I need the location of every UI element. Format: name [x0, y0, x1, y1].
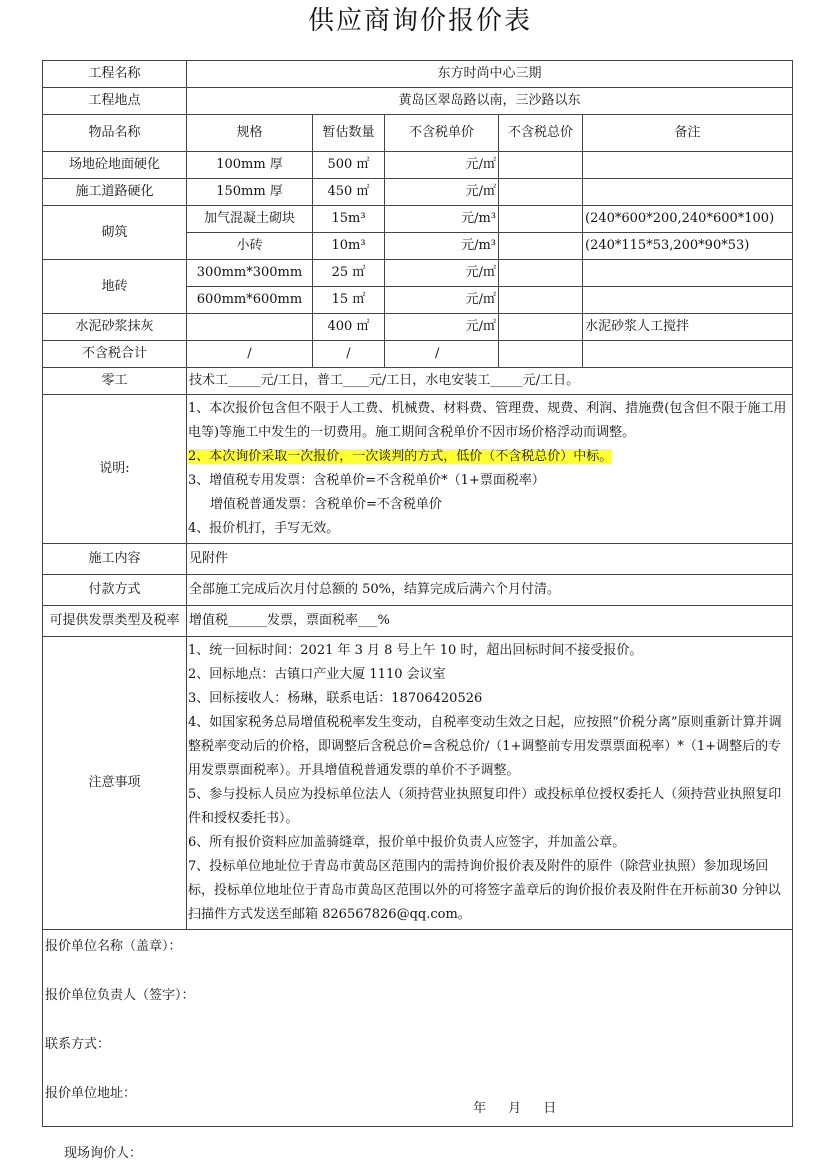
row-total-price[interactable] — [499, 287, 583, 314]
subtotal-slash: / — [187, 341, 313, 368]
date-field[interactable]: 年 月 日 — [473, 1101, 557, 1116]
subtotal-slash: / — [385, 341, 499, 368]
header-item: 物品名称 — [43, 115, 187, 152]
explanation-line-highlight: 2、本次询价采取一次报价，一次谈判的方式，低价（不含税总价）中标。 — [188, 449, 613, 464]
header-spec: 规格 — [187, 115, 313, 152]
row-total-price[interactable] — [499, 260, 583, 287]
row-item: 水泥砂浆抹灰 — [43, 314, 187, 341]
row-total-price[interactable] — [499, 206, 583, 233]
header-row — [43, 115, 793, 152]
row-qty: 400 ㎡ — [313, 314, 385, 341]
row-unit-price[interactable]: 元/㎡ — [385, 179, 499, 206]
explanation-row — [43, 395, 793, 544]
row-unit-price[interactable]: 元/㎡ — [385, 287, 499, 314]
table-row — [43, 152, 793, 179]
row-remark: (240*115*53,200*90*53) — [583, 233, 793, 260]
header-qty: 暂估数量 — [313, 115, 385, 152]
row-qty: 15m³ — [313, 206, 385, 233]
row-remark: 水泥砂浆人工搅拌 — [583, 314, 793, 341]
notes-line: 5、参与投标人员应为投标单位法人（须持营业执照复印件）或投标单位授权委托人（须持营业执照复印件和授权委托书）。 — [188, 787, 782, 826]
row-remark: (240*600*200,240*600*100) — [583, 206, 793, 233]
notes-line: 4、如国家税务总局增值税税率发生变动，自税率变动生效之日起，应按照“价税分离”原则重新计算并调整税率变动后的价格，即调整后含税总价=含税总价/（1+调整前专用发票票面税率）*（1+调整后的专用发票票面税率）。开具增值税普通发票的单价不予调整。 — [188, 715, 782, 778]
quotation-table — [42, 60, 793, 1127]
explanation-label: 说明: — [43, 395, 187, 544]
row-unit-price[interactable]: 元/m³ — [385, 206, 499, 233]
page-title: 供应商询价报价表 — [307, 6, 532, 36]
person-in-charge-field[interactable]: 报价单位负责人（签字）： — [45, 988, 195, 1003]
row-spec: 150mm 厚 — [187, 179, 313, 206]
row-total-price[interactable] — [499, 179, 583, 206]
row-remark — [583, 260, 793, 287]
subtotal-row — [43, 341, 793, 368]
row-qty: 25 ㎡ — [313, 260, 385, 287]
subtotal-remark — [583, 341, 793, 368]
row-total-price[interactable] — [499, 314, 583, 341]
address-field[interactable]: 报价单位地址： — [45, 1086, 137, 1101]
notes-line: 2、回标地点：古镇口产业大厦 1110 会议室 — [188, 667, 446, 682]
payment-label: 付款方式 — [43, 575, 187, 606]
row-remark — [583, 152, 793, 179]
row-spec: 100mm 厚 — [187, 152, 313, 179]
explanation-content — [187, 395, 793, 544]
explanation-line: 增值税普通发票：含税单价=不含税单价 — [210, 497, 442, 512]
subtotal-slash: / — [313, 341, 385, 368]
labor-value[interactable]: 技术工_____元/工日，普工____元/工日，水电安装工_____元/工日。 — [187, 368, 793, 395]
row-qty: 15 ㎡ — [313, 287, 385, 314]
signature-block — [43, 930, 793, 1127]
row-spec: 加气混凝土砌块 — [187, 206, 313, 233]
row-unit-price[interactable]: 元/㎡ — [385, 260, 499, 287]
table-row — [43, 179, 793, 206]
row-item: 场地砼地面硬化 — [43, 152, 187, 179]
notes-line: 1、统一回标时间：2021 年 3 月 8 号上午 10 时，超出回标时间不接受报价。 — [188, 643, 643, 658]
payment-row — [43, 575, 793, 606]
scope-value: 见附件 — [187, 544, 793, 575]
notes-content — [187, 637, 793, 930]
header-unit-price: 不含税单价 — [385, 115, 499, 152]
row-remark — [583, 179, 793, 206]
subtotal-total[interactable] — [499, 341, 583, 368]
header-total-price: 不含税总价 — [499, 115, 583, 152]
row-qty: 10m³ — [313, 233, 385, 260]
project-site-label: 工程地点 — [43, 88, 187, 115]
notes-label: 注意事项 — [43, 637, 187, 930]
labor-label: 零工 — [43, 368, 187, 395]
notes-line: 6、所有报价资料应加盖骑缝章，报价单中报价负责人应签字，并加盖公章。 — [188, 835, 626, 850]
row-unit-price[interactable]: 元/m³ — [385, 233, 499, 260]
company-name-field[interactable]: 报价单位名称（盖章）： — [45, 939, 182, 954]
contact-field[interactable]: 联系方式： — [45, 1037, 111, 1052]
explanation-line: 1、本次报价包含但不限于人工费、机械费、材料费、管理费、规费、利润、措施费(包含但不限于施工用电等)等施工中发生的一切费用。施工期间含税单价不因市场价格浮动而调整。 — [188, 401, 787, 440]
row-unit-price[interactable]: 元/㎡ — [385, 314, 499, 341]
invoice-label: 可提供发票类型及税率 — [43, 606, 187, 637]
notes-row — [43, 637, 793, 930]
invoice-value[interactable]: 增值税______发票，票面税率___% — [187, 606, 793, 637]
row-unit-price[interactable]: 元/㎡ — [385, 152, 499, 179]
row-spec — [187, 314, 313, 341]
row-total-price[interactable] — [499, 152, 583, 179]
table-row — [43, 314, 793, 341]
payment-value: 全部施工完成后次月付总额的 50%，结算完成后满六个月付清。 — [187, 575, 793, 606]
header-remark: 备注 — [583, 115, 793, 152]
notes-line: 7、投标单位地址位于青岛市黄岛区范围内的需持询价报价表及附件的原件（除营业执照）参加现场回标，投标单位地址位于青岛市黄岛区范围以外的可将签字盖章后的询价报价表及附件在开标前30 分钟以扫描件方式发送至邮箱 826567826@qq.com。 — [188, 859, 781, 922]
invoice-row — [43, 606, 793, 637]
row-item: 地砖 — [43, 260, 187, 314]
onsite-inquirer: 现场询价人： — [64, 1146, 143, 1161]
row-spec: 600mm*600mm — [187, 287, 313, 314]
table-row — [43, 206, 793, 233]
row-item: 施工道路硬化 — [43, 179, 187, 206]
notes-line: 3、回标接收人：杨琳，联系电话：18706420526 — [188, 691, 483, 706]
row-qty: 450 ㎡ — [313, 179, 385, 206]
labor-row — [43, 368, 793, 395]
scope-row — [43, 544, 793, 575]
project-site-row — [43, 88, 793, 115]
project-name-label: 工程名称 — [43, 61, 187, 88]
project-site-value: 黄岛区翠岛路以南，三沙路以东 — [187, 88, 793, 115]
signature-row — [43, 930, 793, 1127]
row-remark — [583, 287, 793, 314]
explanation-line: 4、报价机打，手写无效。 — [188, 521, 340, 536]
project-name-value: 东方时尚中心三期 — [187, 61, 793, 88]
row-item: 砌筑 — [43, 206, 187, 260]
scope-label: 施工内容 — [43, 544, 187, 575]
explanation-line: 3、增值税专用发票：含税单价=不含税单价*（1+票面税率） — [188, 473, 545, 488]
row-total-price[interactable] — [499, 233, 583, 260]
table-row — [43, 260, 793, 287]
project-name-row — [43, 61, 793, 88]
row-qty: 500 ㎡ — [313, 152, 385, 179]
subtotal-label: 不含税合计 — [43, 341, 187, 368]
row-spec: 小砖 — [187, 233, 313, 260]
row-spec: 300mm*300mm — [187, 260, 313, 287]
